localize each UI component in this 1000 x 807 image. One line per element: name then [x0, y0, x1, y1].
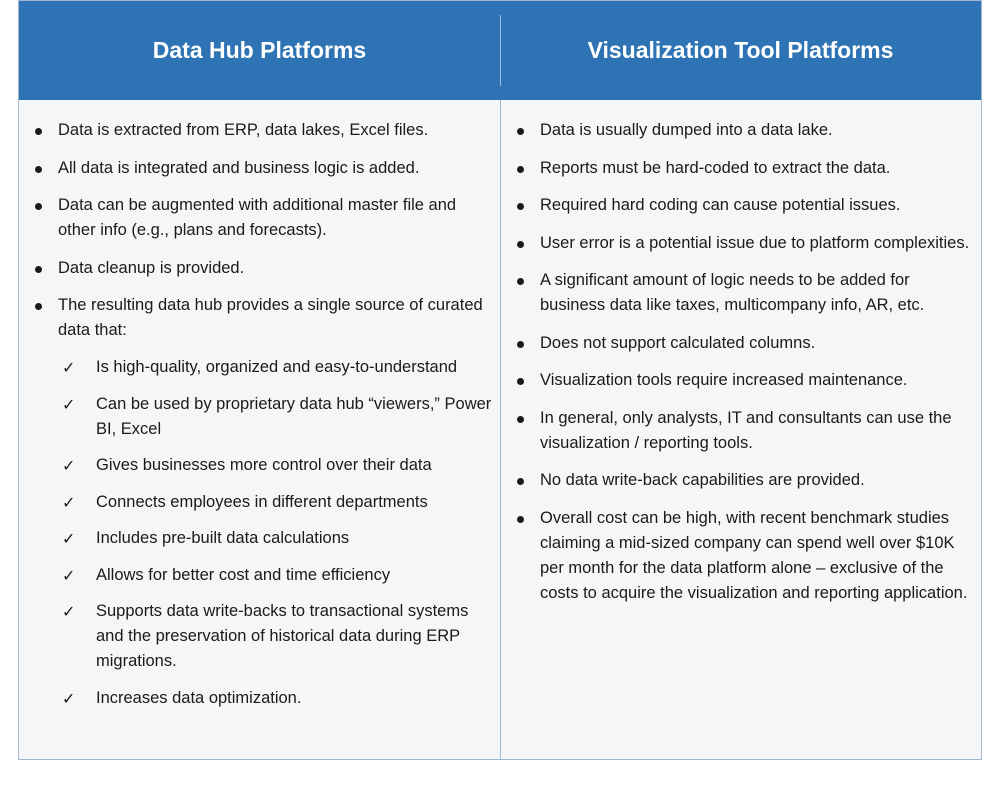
check-icon: ✓: [62, 688, 76, 708]
list-item-text: Overall cost can be high, with recent benchmark studies claiming a mid-sized company can spend well over $10K per month for the data platform alone – exclusive of the costs to acquire the visualization and reporting application.: [540, 508, 968, 602]
header-visualization-tool: Visualization Tool Platforms: [587, 37, 894, 63]
bullet-icon: [35, 203, 42, 210]
check-item-text: Connects employees in different departments: [96, 492, 428, 511]
list-item: [515, 268, 970, 318]
check-icon: ✓: [62, 602, 76, 621]
table-header: [19, 1, 981, 100]
list-item-text: Does not support calculated columns.: [540, 333, 816, 352]
list-item: [515, 118, 970, 143]
check-item: [33, 526, 493, 551]
check-item: [33, 392, 493, 442]
list-item: [515, 331, 970, 356]
list-item-text: The resulting data hub provides a single source of curated data that:: [58, 296, 483, 339]
bullet-icon: [517, 378, 524, 385]
list-item: [515, 156, 970, 181]
bullet-icon: [517, 166, 524, 173]
check-item-text: Supports data write-backs to transactional systems and the preservation of historical data during ERP migrations.: [96, 602, 469, 670]
check-item: [33, 686, 493, 711]
visualization-tool-column: [515, 118, 970, 618]
list-item: [515, 506, 970, 606]
bullet-icon: [517, 478, 524, 485]
list-item: [33, 118, 493, 143]
bullet-icon: [35, 166, 42, 173]
header-data-hub: Data Hub Platforms: [152, 37, 367, 63]
check-item: [33, 563, 493, 588]
list-item: [515, 193, 970, 218]
list-item: [33, 156, 493, 181]
bullet-icon: [517, 128, 524, 135]
check-item: [33, 490, 493, 515]
check-item-text: Gives businesses more control over their data: [96, 456, 432, 474]
check-icon: ✓: [62, 358, 76, 377]
data-hub-check-list: [33, 355, 493, 711]
check-icon: ✓: [62, 394, 76, 414]
data-hub-column: [33, 118, 493, 722]
check-icon: ✓: [62, 456, 76, 475]
bullet-icon: [35, 303, 42, 310]
check-icon: ✓: [62, 492, 76, 512]
list-item-text: In general, only analysts, IT and consultants can use the visualization / reporting tools.: [540, 408, 952, 452]
list-item-text: User error is a potential issue due to platform complexities.: [540, 233, 970, 252]
bullet-icon: [517, 278, 524, 285]
list-item: [515, 468, 970, 493]
bullet-icon: [517, 241, 524, 248]
visualization-bullet-list: [515, 118, 970, 606]
list-item: [33, 256, 493, 281]
data-hub-bullet-list: [33, 118, 493, 711]
list-item: [33, 293, 493, 711]
list-item-text: Data is usually dumped into a data lake.: [540, 121, 833, 139]
list-item-text: No data write-back capabilities are provided.: [540, 471, 865, 489]
bullet-icon: [517, 203, 524, 210]
check-item: [33, 453, 493, 478]
list-item-text: Visualization tools require increased maintenance.: [540, 371, 908, 389]
check-item-text: Increases data optimization.: [96, 688, 302, 707]
list-item-text: All data is integrated and business logic is added.: [58, 158, 420, 177]
check-icon: ✓: [62, 565, 76, 585]
check-item-text: Is high-quality, organized and easy-to-understand: [96, 358, 458, 376]
list-item-text: A significant amount of logic needs to be added for business data like taxes, multicompany info, AR, etc.: [540, 271, 925, 314]
list-item-text: Data is extracted from ERP, data lakes, Excel files.: [58, 121, 429, 139]
check-item-text: Can be used by proprietary data hub “viewers,” Power BI, Excel: [96, 394, 492, 438]
column-divider: [500, 100, 501, 760]
list-item-text: Required hard coding can cause potential issues.: [540, 196, 901, 214]
list-item: [33, 193, 493, 243]
comparison-table: [18, 0, 982, 760]
check-item: [33, 355, 493, 380]
list-item-text: Data can be augmented with additional master file and other info (e.g., plans and forecasts).: [58, 196, 457, 239]
list-item-text: Reports must be hard-coded to extract the data.: [540, 158, 891, 177]
check-item-text: Allows for better cost and time efficiency: [96, 565, 391, 584]
list-item: [515, 406, 970, 456]
bullet-icon: [35, 266, 42, 273]
bullet-icon: [517, 516, 524, 523]
list-item: [515, 231, 970, 256]
check-item: [33, 599, 493, 674]
list-item-text: Data cleanup is provided.: [58, 258, 245, 277]
check-icon: ✓: [62, 529, 76, 548]
bullet-icon: [517, 416, 524, 423]
bullet-icon: [35, 128, 42, 135]
check-item-text: Includes pre-built data calculations: [96, 529, 350, 547]
list-item: [515, 368, 970, 393]
bullet-icon: [517, 341, 524, 348]
